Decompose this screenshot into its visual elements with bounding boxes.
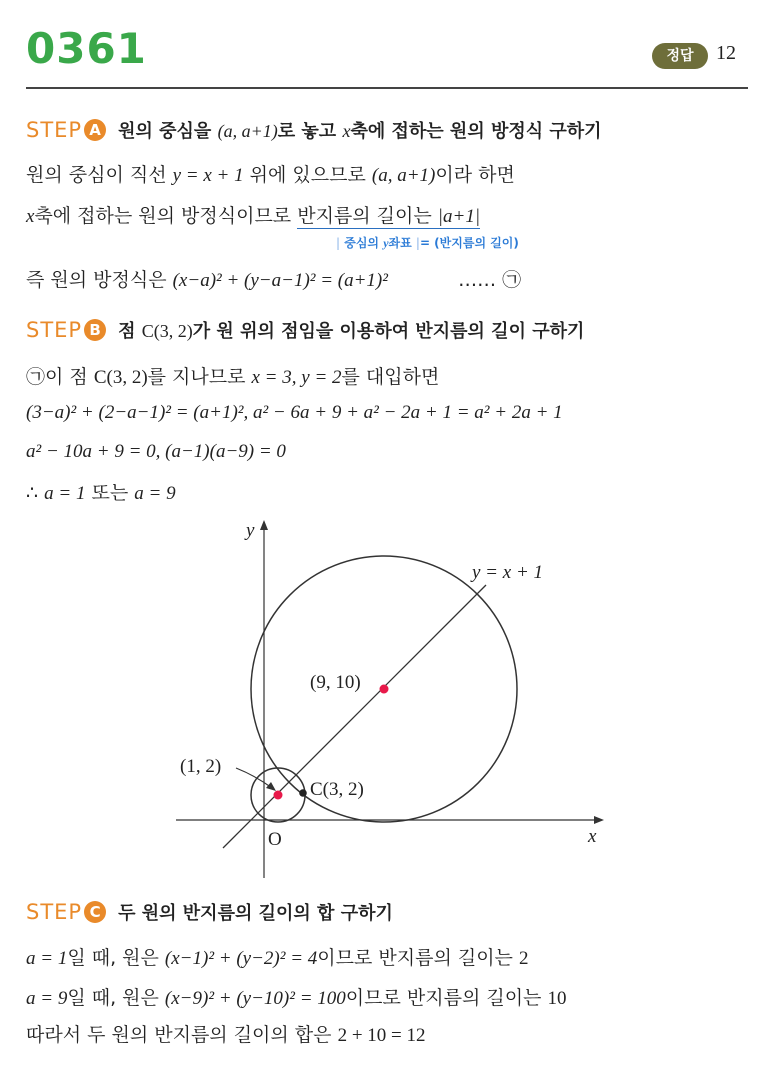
step-c-heading xyxy=(26,897,393,927)
big-center-label: (9, 10) xyxy=(310,672,361,693)
text: 를 대입하면 xyxy=(341,366,440,388)
sum-expr: 2 + 10 = 12 xyxy=(337,1025,426,1046)
math-var: y xyxy=(383,236,389,250)
math-expr: a = 9 xyxy=(134,483,176,504)
therefore-symbol: ∴ xyxy=(26,482,39,504)
step-a-word: STEP xyxy=(26,118,83,142)
pointer-arrow xyxy=(266,782,276,791)
y-axis-label: y xyxy=(246,520,255,541)
radius-value: 2 xyxy=(518,948,529,969)
step-a-title-1: 원의 중심을 xyxy=(118,121,212,142)
step-b-word: STEP xyxy=(26,318,83,342)
problem-number: 0361 xyxy=(26,24,147,73)
radius-value: 10 xyxy=(547,988,567,1009)
step-a-title-3: 축에 접하는 원의 방정식 구하기 xyxy=(350,121,602,142)
small-center-label: (1, 2) xyxy=(180,756,222,777)
text: 일 때, 원은 xyxy=(67,987,159,1009)
text: 일 때, 원은 xyxy=(67,947,159,969)
text: = (반지름의 길이) xyxy=(419,236,519,250)
answer-badge: 정답 xyxy=(652,43,708,69)
point-c xyxy=(299,789,307,797)
step-c-line-2 xyxy=(26,983,566,1010)
text: 축에 접하는 원의 방정식이므로 xyxy=(34,205,292,227)
math-expr: x = 3, y = 2 xyxy=(251,367,342,388)
math-expr: a = 9 xyxy=(26,988,68,1009)
text: 가 원 위의 점임을 이용하여 반지름의 길이 구하기 xyxy=(192,321,585,342)
step-a-title-var: x xyxy=(342,121,351,141)
math-var: x xyxy=(26,206,35,227)
text: 이 점 xyxy=(45,366,88,388)
text: 좌표 xyxy=(388,236,412,250)
text: 중심의 xyxy=(344,236,380,250)
text: 원의 중심이 직선 xyxy=(26,164,167,186)
text: 반지름의 길이는 xyxy=(297,205,432,227)
text: 점 xyxy=(118,321,136,342)
text: 를 지나므로 xyxy=(147,366,246,388)
answer-page-number: 12 xyxy=(716,42,736,64)
math-expr: (3−a)² + (2−a−1)² = (a+1)², a² − 6a + 9 + a² − 2a + 1 = a² + 2a + 1 xyxy=(26,402,563,423)
text: 즉 원의 방정식은 xyxy=(26,269,167,291)
circle-equation: (x−a)² + (y−a−1)² = (a+1)² xyxy=(172,270,388,291)
radius-annotation: | 중심의 y좌표 |= (반지름의 길이) xyxy=(336,236,519,250)
small-center-point xyxy=(274,791,283,800)
point-c-label: C(3, 2) xyxy=(310,779,364,800)
line-label: y = x + 1 xyxy=(472,562,544,583)
text: 이므로 반지름의 길이는 xyxy=(345,987,542,1009)
text: 이라 하면 xyxy=(435,164,515,186)
math-expr: y = x + 1 xyxy=(172,165,244,186)
equation-marker: ㉠ xyxy=(26,366,46,388)
y-axis-arrow xyxy=(260,520,268,530)
text: 따라서 두 원의 반지름의 길이의 합은 xyxy=(26,1024,332,1046)
big-center-point xyxy=(380,685,389,694)
line-y-equals-x-plus-1 xyxy=(223,585,486,848)
text: 또는 xyxy=(91,482,129,504)
math-expr: |a+1| xyxy=(437,206,481,227)
math-expr: a = 1 xyxy=(44,483,86,504)
step-c-letter: C xyxy=(84,901,106,923)
step-b-letter: B xyxy=(84,319,106,341)
math-expr: C(3, 2) xyxy=(141,321,193,341)
text: 이므로 반지름의 길이는 xyxy=(317,947,513,969)
step-c-word: STEP xyxy=(26,900,83,924)
text: 위에 있으므로 xyxy=(249,164,366,186)
x-axis-label: x xyxy=(588,826,597,847)
dots: …… xyxy=(458,269,497,291)
step-c-title: 두 원의 반지름의 길이의 합 구하기 xyxy=(118,903,393,924)
math-expr: (x−9)² + (y−10)² = 100 xyxy=(164,988,346,1009)
x-axis-arrow xyxy=(594,816,604,824)
math-expr: (a, a+1) xyxy=(371,165,436,186)
equation-marker: ㉠ xyxy=(502,269,522,291)
math-expr: C(3, 2) xyxy=(93,367,148,388)
step-a-title-math: (a, a+1) xyxy=(217,121,278,141)
step-a-title-2: 로 놓고 xyxy=(277,121,337,142)
math-expr: a² − 10a + 9 = 0, (a−1)(a−9) = 0 xyxy=(26,441,286,462)
math-expr: a = 1 xyxy=(26,948,68,969)
step-c-line-1 xyxy=(26,943,528,970)
step-a-letter: A xyxy=(84,119,106,141)
math-expr: (x−1)² + (y−2)² = 4 xyxy=(164,948,318,969)
origin-label: O xyxy=(268,829,282,850)
step-c-line-3 xyxy=(26,1020,426,1047)
